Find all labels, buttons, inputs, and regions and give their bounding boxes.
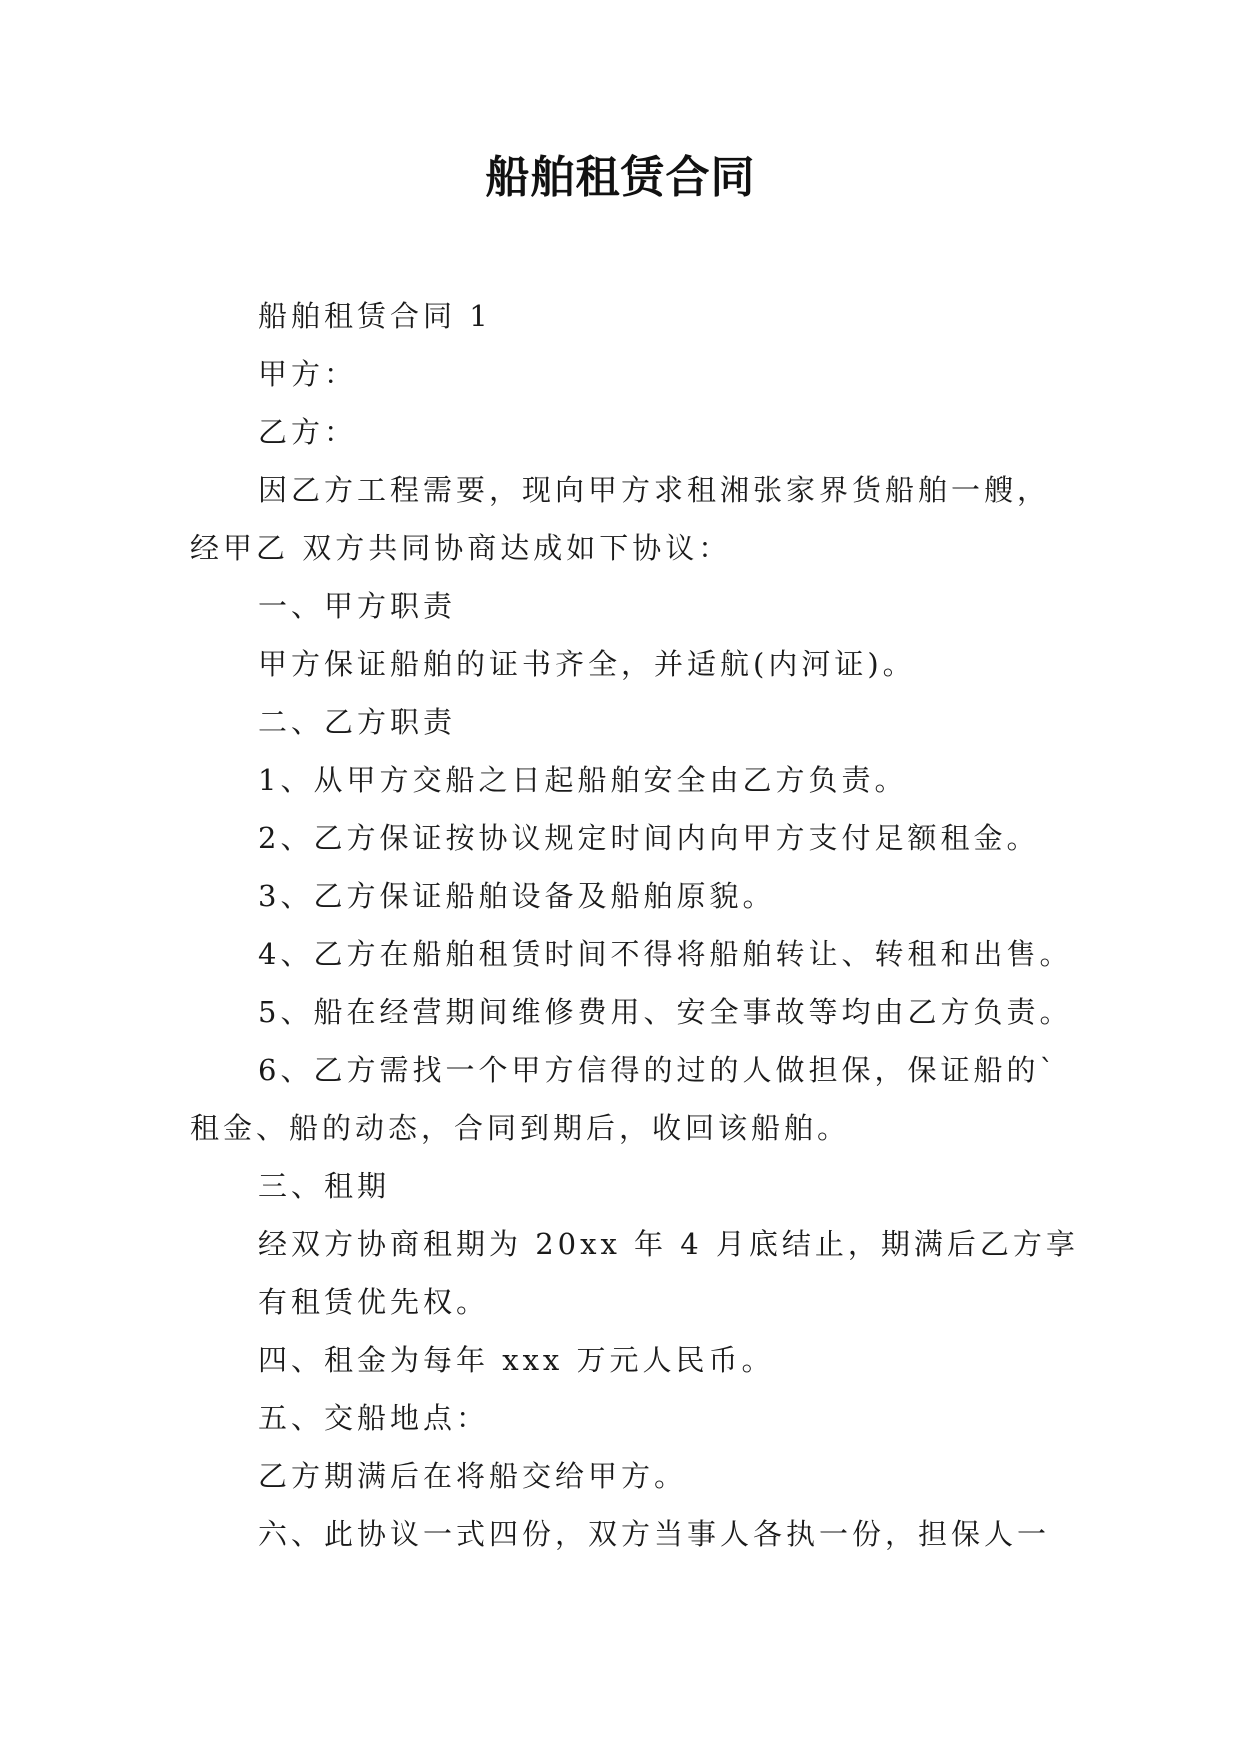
clause-item-3: 3、乙方保证船舶设备及船舶原貌。 [258,879,776,913]
clause-item-6-line-1: 6、乙方需找一个甲方信得的过的人做担保，保证船的` [258,1053,1058,1087]
lease-term-line-2: 有租赁优先权。 [258,1285,490,1319]
section-heading-1: 一、甲方职责 [258,589,457,623]
section-heading-2: 二、乙方职责 [258,705,457,739]
lease-term-line-1: 经双方协商租期为 20xx 年 4 月底结止，期满后乙方享 [258,1227,1079,1261]
clause-item-4: 4、乙方在船舶租赁时间不得将船舶转让、转租和出售。 [258,937,1073,971]
clause-item-1: 1、从甲方交船之日起船舶安全由乙方负责。 [258,763,908,797]
clause-text: 甲方保证船舶的证书齐全，并适航(内河证)。 [258,647,916,681]
clause-item-5: 5、船在经营期间维修费用、安全事故等均由乙方负责。 [258,995,1073,1029]
section-heading-4: 四、租金为每年 xxx 万元人民币。 [258,1343,775,1377]
section-heading-6: 六、此协议一式四份，双方当事人各执一份，担保人一 [258,1517,1051,1551]
clause-item-6-line-2: 租金、船的动态，合同到期后，收回该船舶。 [190,1111,851,1145]
party-a-line: 甲方： [258,357,358,391]
preamble-line-1: 因乙方工程需要，现向甲方求租湘张家界货船舶一艘， [258,473,1051,507]
preamble-line-2: 经甲乙 双方共同协商达成如下协议： [190,531,732,565]
section-heading-5: 五、交船地点： [258,1401,490,1435]
delivery-text: 乙方期满后在将船交给甲方。 [258,1459,688,1493]
document-title: 船舶租赁合同 [485,152,756,203]
clause-item-2: 2、乙方保证按协议规定时间内向甲方支付足额租金。 [258,821,1040,855]
section-heading-3: 三、租期 [258,1169,391,1203]
party-b-line: 乙方： [258,415,358,449]
contract-subtitle: 船舶租赁合同 1 [258,299,492,333]
